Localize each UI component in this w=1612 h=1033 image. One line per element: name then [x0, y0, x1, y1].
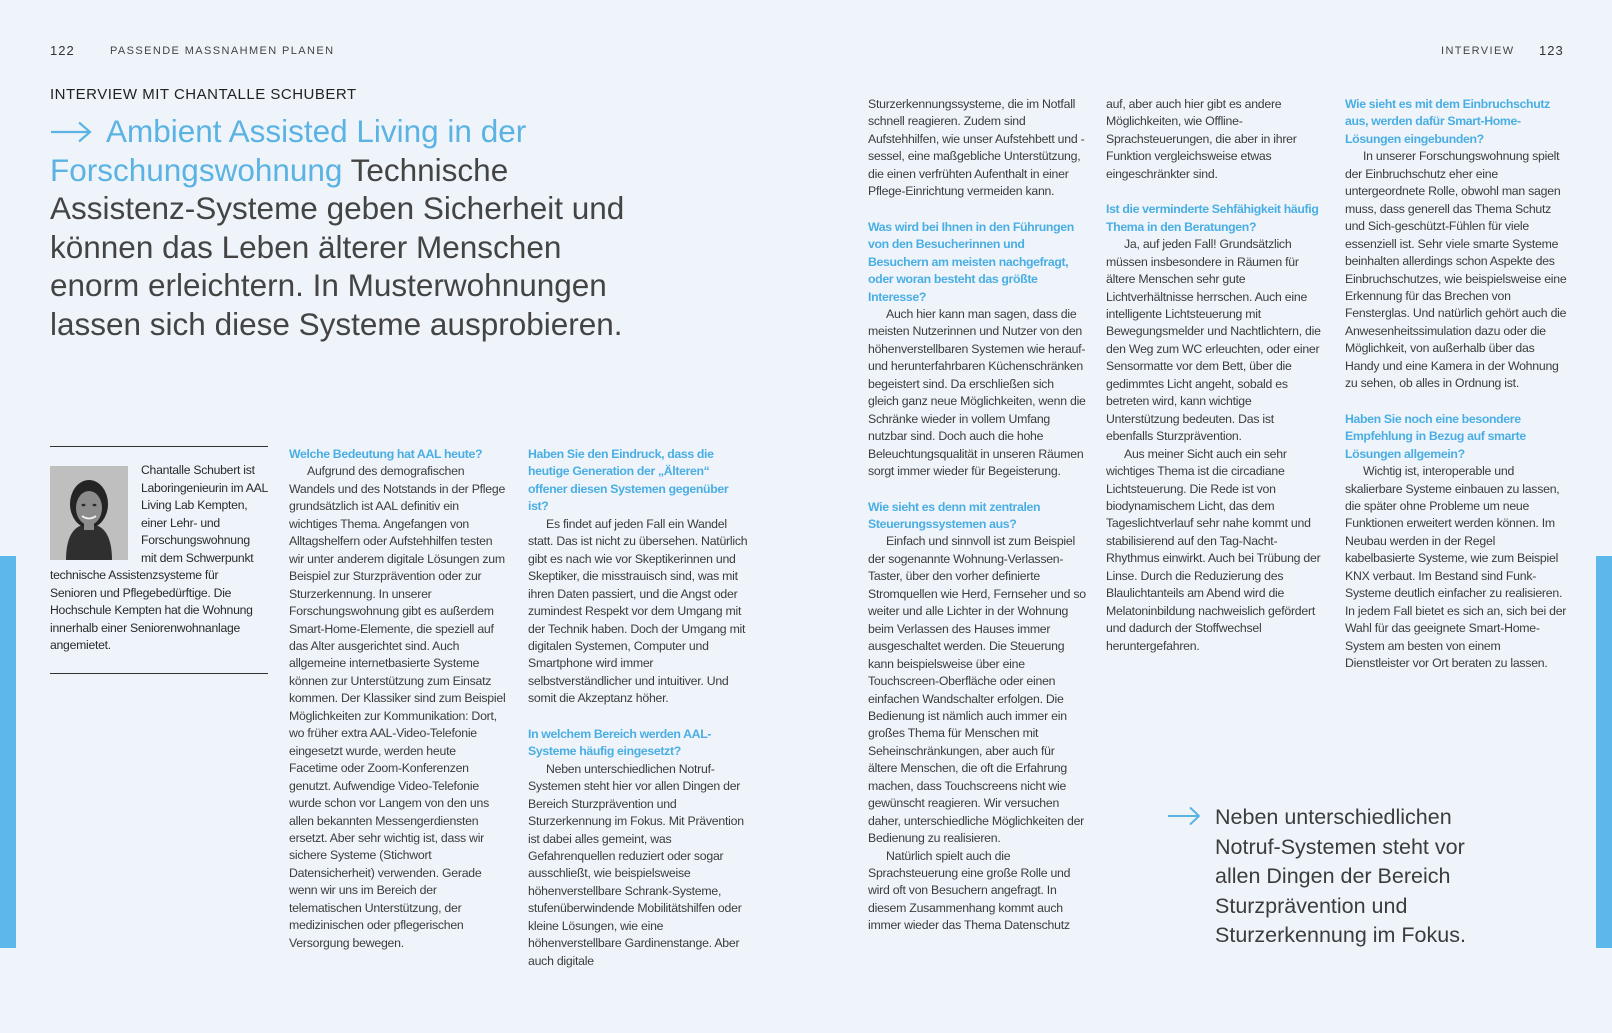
- question: In welchem Bereich werden AAL-Systeme häufig eingesetzt?: [528, 726, 712, 759]
- answer: Ja, auf jeden Fall! Grundsätzlich müssen insbesondere in Räumen für ältere Menschen sehr gute Lichtverhältnisse herrschen. Auch eine intelligente Lichtsteuerung mit Bewegungsmelder und Nachtlichtern, die den Weg zum WC erleuchten, oder einer Sensormatte vor dem Bett, über die gedimmtes Licht angeht, sobald es betreten wird, kann wichtige Unterstützung bedeuten. Das ist ebenfalls Sturzprävention.: [1106, 237, 1321, 444]
- headline: [50, 112, 650, 343]
- answer: In unserer Forschungswohnung spielt der Einbruchschutz eher eine untergeordnete Rolle, obwohl man sagen muss, dass generell das Thema Schutz und Sich-geschützt-Fühlen für viele essenziell ist. Sehr viele smarte Systeme beinhalten allerdings schon Aspekte des Einbruchschutzes, wie beispielsweise eine Erkennung für das Brechen von Fensterglas. Und natürlich gehört auch die Anwesenheitssimulation dazu oder die Möglichkeit, von außerhalb über das Handy und eine Kamera in der Wohnung zu sehen, ob alles in Ordnung ist.: [1345, 149, 1567, 391]
- answer: Aufgrund des demografischen Wandels und des Notstands in der Pflege grundsätzlich ist AAL definitiv ein wichtiges Thema. Angefangen von Alltagshelfern oder Aufstehhilfen testen wir unter anderem digitale Lösungen zum Beispiel zur Sturzprävention oder zur Sturzerkennung. In unserer Forschungswohnung gibt es außerdem Smart-Home-Elemente, die speziell auf das Alter ausgerichtet sind. Auch allgemeine internetbasierte Systeme können zur Unterstützung zum Einsatz kommen. Der Klassiker sind zum Beispiel Möglichkeiten zur Kommunikation: Dort, wo früher extra AAL-Video-Telefonie eingesetzt wurde, werden heute Facetime oder Zoom-Konferenzen genutzt. Aufwendige Video-Telefonie wurde schon vor Langem von den uns allen bekannten Messengerdiensten ersetzt. Aber sehr wichtig ist, dass wir sichere Systeme (Stichwort Datensicherheit) verwenden. Gerade wenn wir uns im Bereich der telematischen Unterstützung, der medizinischen oder pflegerischen Versorgung bewegen.: [289, 464, 506, 950]
- answer: Aus meiner Sicht auch ein sehr wichtiges Thema ist die circadiane Lichtsteuerung. Die Rede ist von biodynamischem Licht, das dem Tageslichtverlauf sehr nahe kommt und stabilisierend auf den Tag-Nacht-Rhythmus einwirkt. Auch bei Trübung der Linse. Durch die Reduzierung des Blaulichtanteils am Abend wird die Melatoninbildung nachweislich gefördert und dadurch der Stoffwechsel heruntergefahren.: [1106, 446, 1321, 653]
- question: Ist die verminderte Sehfähigkeit häufig Thema in den Beratungen?: [1106, 202, 1319, 234]
- answer: Natürlich spielt auch die Sprachsteuerung eine große Rolle und wird oft von Besuchern angefragt. In diesem Zusammenhang kommt auch immer wieder das Thema Datenschutz: [868, 848, 1071, 933]
- left-edge-bar: [0, 556, 16, 948]
- bio-caption: Chantalle Schubert ist Laboringenieurin im AAL Living Lab Kempten, einer Lehr- und Forschungswohnung mit dem Schwerpunkt technische Assistenzsysteme für Senioren und Pflegebedürftige. Die Hochschule Kempten hat die Wohnung innerhalb einer Seniorenwohnanlage angemietet.: [50, 463, 268, 652]
- arrow-right-icon: [1167, 806, 1201, 826]
- right-edge-bar: [1596, 556, 1612, 948]
- column-5: [1345, 96, 1567, 673]
- answer: Wichtig ist, interoperable und skalierbare Systeme einbauen zu lassen, die später ohne Probleme um neue Funktionen erweitert werden können. Im Neubau werden in der Regel kabelbasierte Systeme, wie zum Beispiel KNX verbaut. Im Bestand sind Funk-Systeme deutlich einfacher zu realisieren. In jedem Fall bietet es sich an, sich bei der Wahl für das geeignete Smart-Home-System am besten von einem Dienstleister vor Ort beraten zu lassen.: [1345, 464, 1567, 671]
- pull-quote: Neben unterschiedlichen Notruf-Systemen steht vor allen Dingen der Bereich Sturzprävention und Sturzerkennung im Fokus.: [1215, 805, 1466, 947]
- answer: auf, aber auch hier gibt es andere Möglichkeiten, wie Offline-Sprachsteuerungen, die aber in ihrer Funktion vergleichsweise etwas eingeschränkter sind.: [1106, 97, 1297, 181]
- portrait-float-space: [50, 462, 141, 560]
- answer: Sturzerkennungssysteme, die im Notfall schnell reagieren. Zudem sind Aufstehhilfen, wie unser Aufstehbett und -sessel, eine maßgebliche Unterstützung, die einen verfrühten Aufenthalt in einer Pflege-Einrichtung vermeiden kann.: [868, 97, 1085, 199]
- interview-kicker: INTERVIEW MIT CHANTALLE SCHUBERT: [50, 86, 357, 103]
- right-page-number: 123: [1539, 43, 1564, 58]
- column-1: [289, 446, 507, 952]
- question: Wie sieht es denn mit zentralen Steuerungssystemen aus?: [868, 499, 1041, 531]
- question: Haben Sie den Eindruck, dass die heutige Generation der „Älteren“ offener diesen Systemen gegenüber ist?: [528, 447, 729, 514]
- bio-text: [50, 462, 268, 655]
- headline-accent: Ambient Assisted Living in der Forschungswohnung: [50, 113, 527, 188]
- question: Wie sieht es mit dem Einbruchschutz aus, werden dafür Smart-Home-Lösungen eingebunden?: [1345, 97, 1550, 146]
- column-2: [528, 446, 750, 970]
- answer: Auch hier kann man sagen, dass die meisten Nutzerinnen und Nutzer von den höhenverstellbaren Systemen wie herauf- und herunterfahrbaren Küchenschränken begeistert sind. Da erschließen sich gleich ganz neue Möglichkeiten, wenn die Schränke wieder in vollem Umfang nutzbar sind. Doch auch die hohe Beleuchtungsqualität in unseren Räumen sorgt immer wieder für Begeisterung.: [868, 306, 1086, 479]
- headline-rest: Technische Assistenz-Systeme geben Sicherheit und können das Leben älterer Menschen enorm erleichtern. In Musterwohnungen lassen sich diese Systeme ausprobieren.: [50, 151, 625, 342]
- answer: Einfach und sinnvoll ist zum Beispiel der sogenannte Wohnung-Verlassen-Taster, über den vorher definierte Stromquellen wie Herd, Fernseher und so weiter und alle Lichter in der Wohnung beim Verlassen des Hauses immer ausgeschaltet werden. Die Steuerung kann beispielsweise über eine Touchscreen-Oberfläche oder einen einfachen Wandschalter erfolgen. Die Bedienung ist nämlich auch immer ein großes Thema für Menschen mit Seheinschränkungen, aber auch für ältere Menschen, die oft die Erfahrung machen, dass Touchscreens nicht wie gewünscht reagieren. Wir versuchen daher, unterschiedliche Möglichkeiten der Bedienung zu realisieren.: [868, 534, 1086, 846]
- right-running-head: INTERVIEW: [1441, 45, 1515, 57]
- left-page-number: 122: [50, 43, 75, 58]
- answer: Es findet auf jeden Fall ein Wandel statt. Das ist nicht zu übersehen. Natürlich gibt es nach wie vor Skeptikerinnen und Skeptiker, die misstrauisch sind, was mit ihren Daten passiert, und die Angst oder zumindest Respekt vor dem Umgang mit der Technik haben. Doch der Umgang mit digitalen Systemen, Computer und Smartphone wird immer selbstverständlicher und intuitiver. Und somit die Akzeptanz höher.: [528, 516, 748, 706]
- column-4: [1106, 96, 1324, 655]
- question: Was wird bei Ihnen in den Führungen von den Besucherinnen und Besuchern am meisten nachgefragt, oder woran besteht das größte Interesse?: [868, 219, 1074, 304]
- bio-bottom-rule: [50, 673, 268, 674]
- bio-top-rule: [50, 446, 268, 447]
- answer: Neben unterschiedlichen Notruf-Systemen steht hier vor allen Dingen der Bereich Sturzprävention und Sturzerkennung im Fokus. Mit Prävention ist dabei alles gemeint, was Gefahrenquellen reduziert oder sogar ausschließt, wie beispielsweise höhenverstellbare Schrank-Systeme, stufenüberwindende Mobilitätshilfen oder kleine Lösungen, wie eine höhenverstellbare Gardinenstange. Aber auch digitale: [528, 761, 744, 968]
- column-3: [868, 96, 1086, 935]
- left-running-head: PASSENDE MASSNAHMEN PLANEN: [110, 45, 335, 57]
- question: Haben Sie noch eine besondere Empfehlung in Bezug auf smarte Lösungen allgemein?: [1345, 411, 1526, 461]
- arrow-right-icon: [50, 121, 92, 143]
- question: Welche Bedeutung hat AAL heute?: [289, 447, 483, 461]
